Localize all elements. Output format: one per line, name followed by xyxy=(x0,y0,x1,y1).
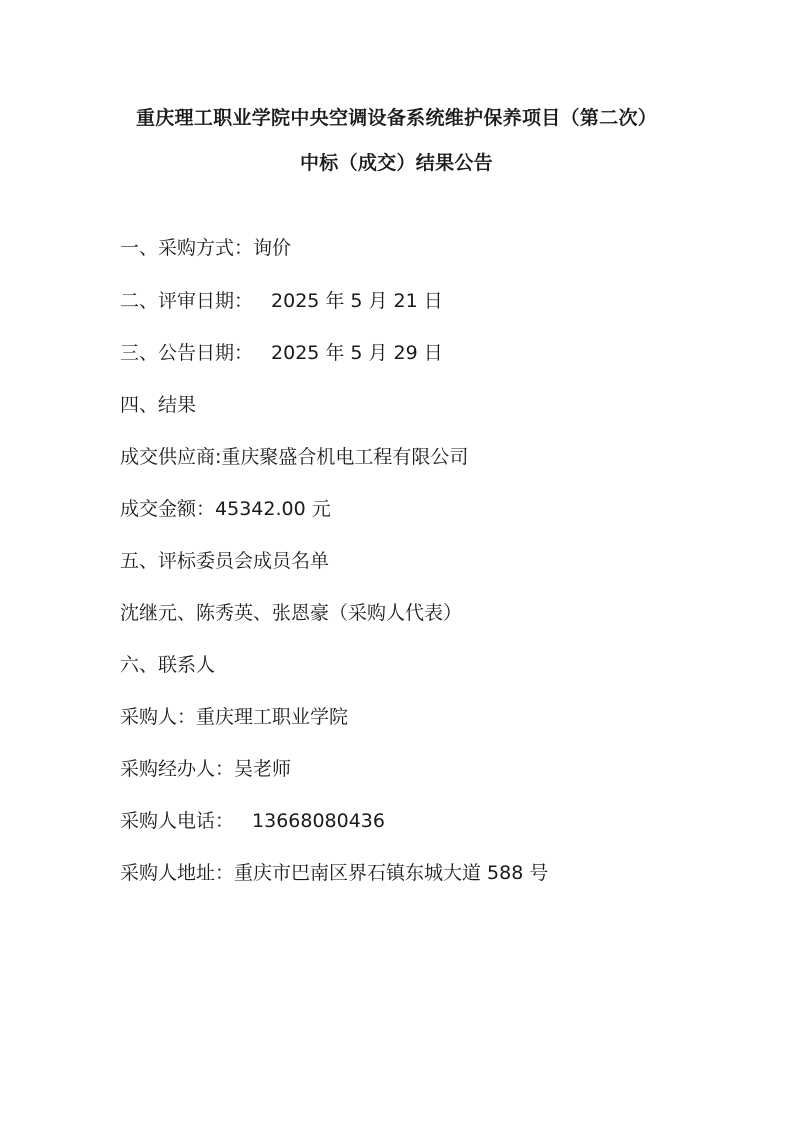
address-number: 588 xyxy=(487,862,524,884)
address-row xyxy=(120,861,548,885)
amount-value: 45342.00 xyxy=(215,498,306,520)
supplier-label: 成交供应商: xyxy=(120,446,222,468)
agent-label: 采购经办人： xyxy=(120,758,235,780)
phone-row xyxy=(120,809,385,833)
announce-date-day: 29 xyxy=(393,342,418,364)
contact-heading: 六、联系人 xyxy=(120,654,216,676)
procurement-method-row xyxy=(120,236,291,260)
result-heading: 四、结果 xyxy=(120,394,197,416)
review-date-row xyxy=(120,289,443,313)
announce-date-label: 三、公告日期： xyxy=(120,342,254,364)
supplier-name: 重庆聚盛合机电工程有限公司 xyxy=(221,446,469,468)
committee-members: 沈继元、陈秀英、张恩豪（采购人代表） xyxy=(120,602,463,624)
review-date-day: 21 xyxy=(393,290,418,312)
review-date-day-unit: 日 xyxy=(423,290,443,312)
announce-date-month-unit: 月 xyxy=(368,342,388,364)
agent-name: 吴老师 xyxy=(234,758,292,780)
phone-number: 13668080436 xyxy=(252,810,385,832)
buyer-label: 采购人： xyxy=(120,706,197,728)
review-date-label: 二、评审日期： xyxy=(120,290,254,312)
amount-unit: 元 xyxy=(311,498,331,520)
buyer-row xyxy=(120,705,348,729)
review-date-month-unit: 月 xyxy=(368,290,388,312)
review-date-month: 5 xyxy=(350,290,363,312)
review-date-year: 2025 xyxy=(271,290,320,312)
address-suffix: 号 xyxy=(529,862,549,884)
announcement-title-line-2: 中标（成交）结果公告 xyxy=(299,152,493,174)
announce-date-day-unit: 日 xyxy=(423,342,443,364)
procurement-method-value: 询价 xyxy=(253,237,292,259)
announce-date-row xyxy=(120,341,443,365)
review-date-year-unit: 年 xyxy=(325,290,345,312)
announce-date-year: 2025 xyxy=(271,342,320,364)
address-text: 重庆市巴南区界石镇东城大道 xyxy=(234,862,482,884)
procurement-method-label: 一、采购方式： xyxy=(120,237,254,259)
amount-label: 成交金额： xyxy=(120,498,216,520)
buyer-name: 重庆理工职业学院 xyxy=(196,706,349,728)
supplier-row xyxy=(120,445,468,469)
announce-date-year-unit: 年 xyxy=(325,342,345,364)
announcement-title-line-1: 重庆理工职业学院中央空调设备系统维护保养项目（第二次） xyxy=(135,107,658,129)
announce-date-month: 5 xyxy=(350,342,363,364)
phone-label: 采购人电话： xyxy=(120,810,235,832)
agent-row xyxy=(120,757,291,781)
amount-row xyxy=(120,497,331,521)
committee-heading: 五、评标委员会成员名单 xyxy=(120,550,330,572)
address-label: 采购人地址： xyxy=(120,862,235,884)
